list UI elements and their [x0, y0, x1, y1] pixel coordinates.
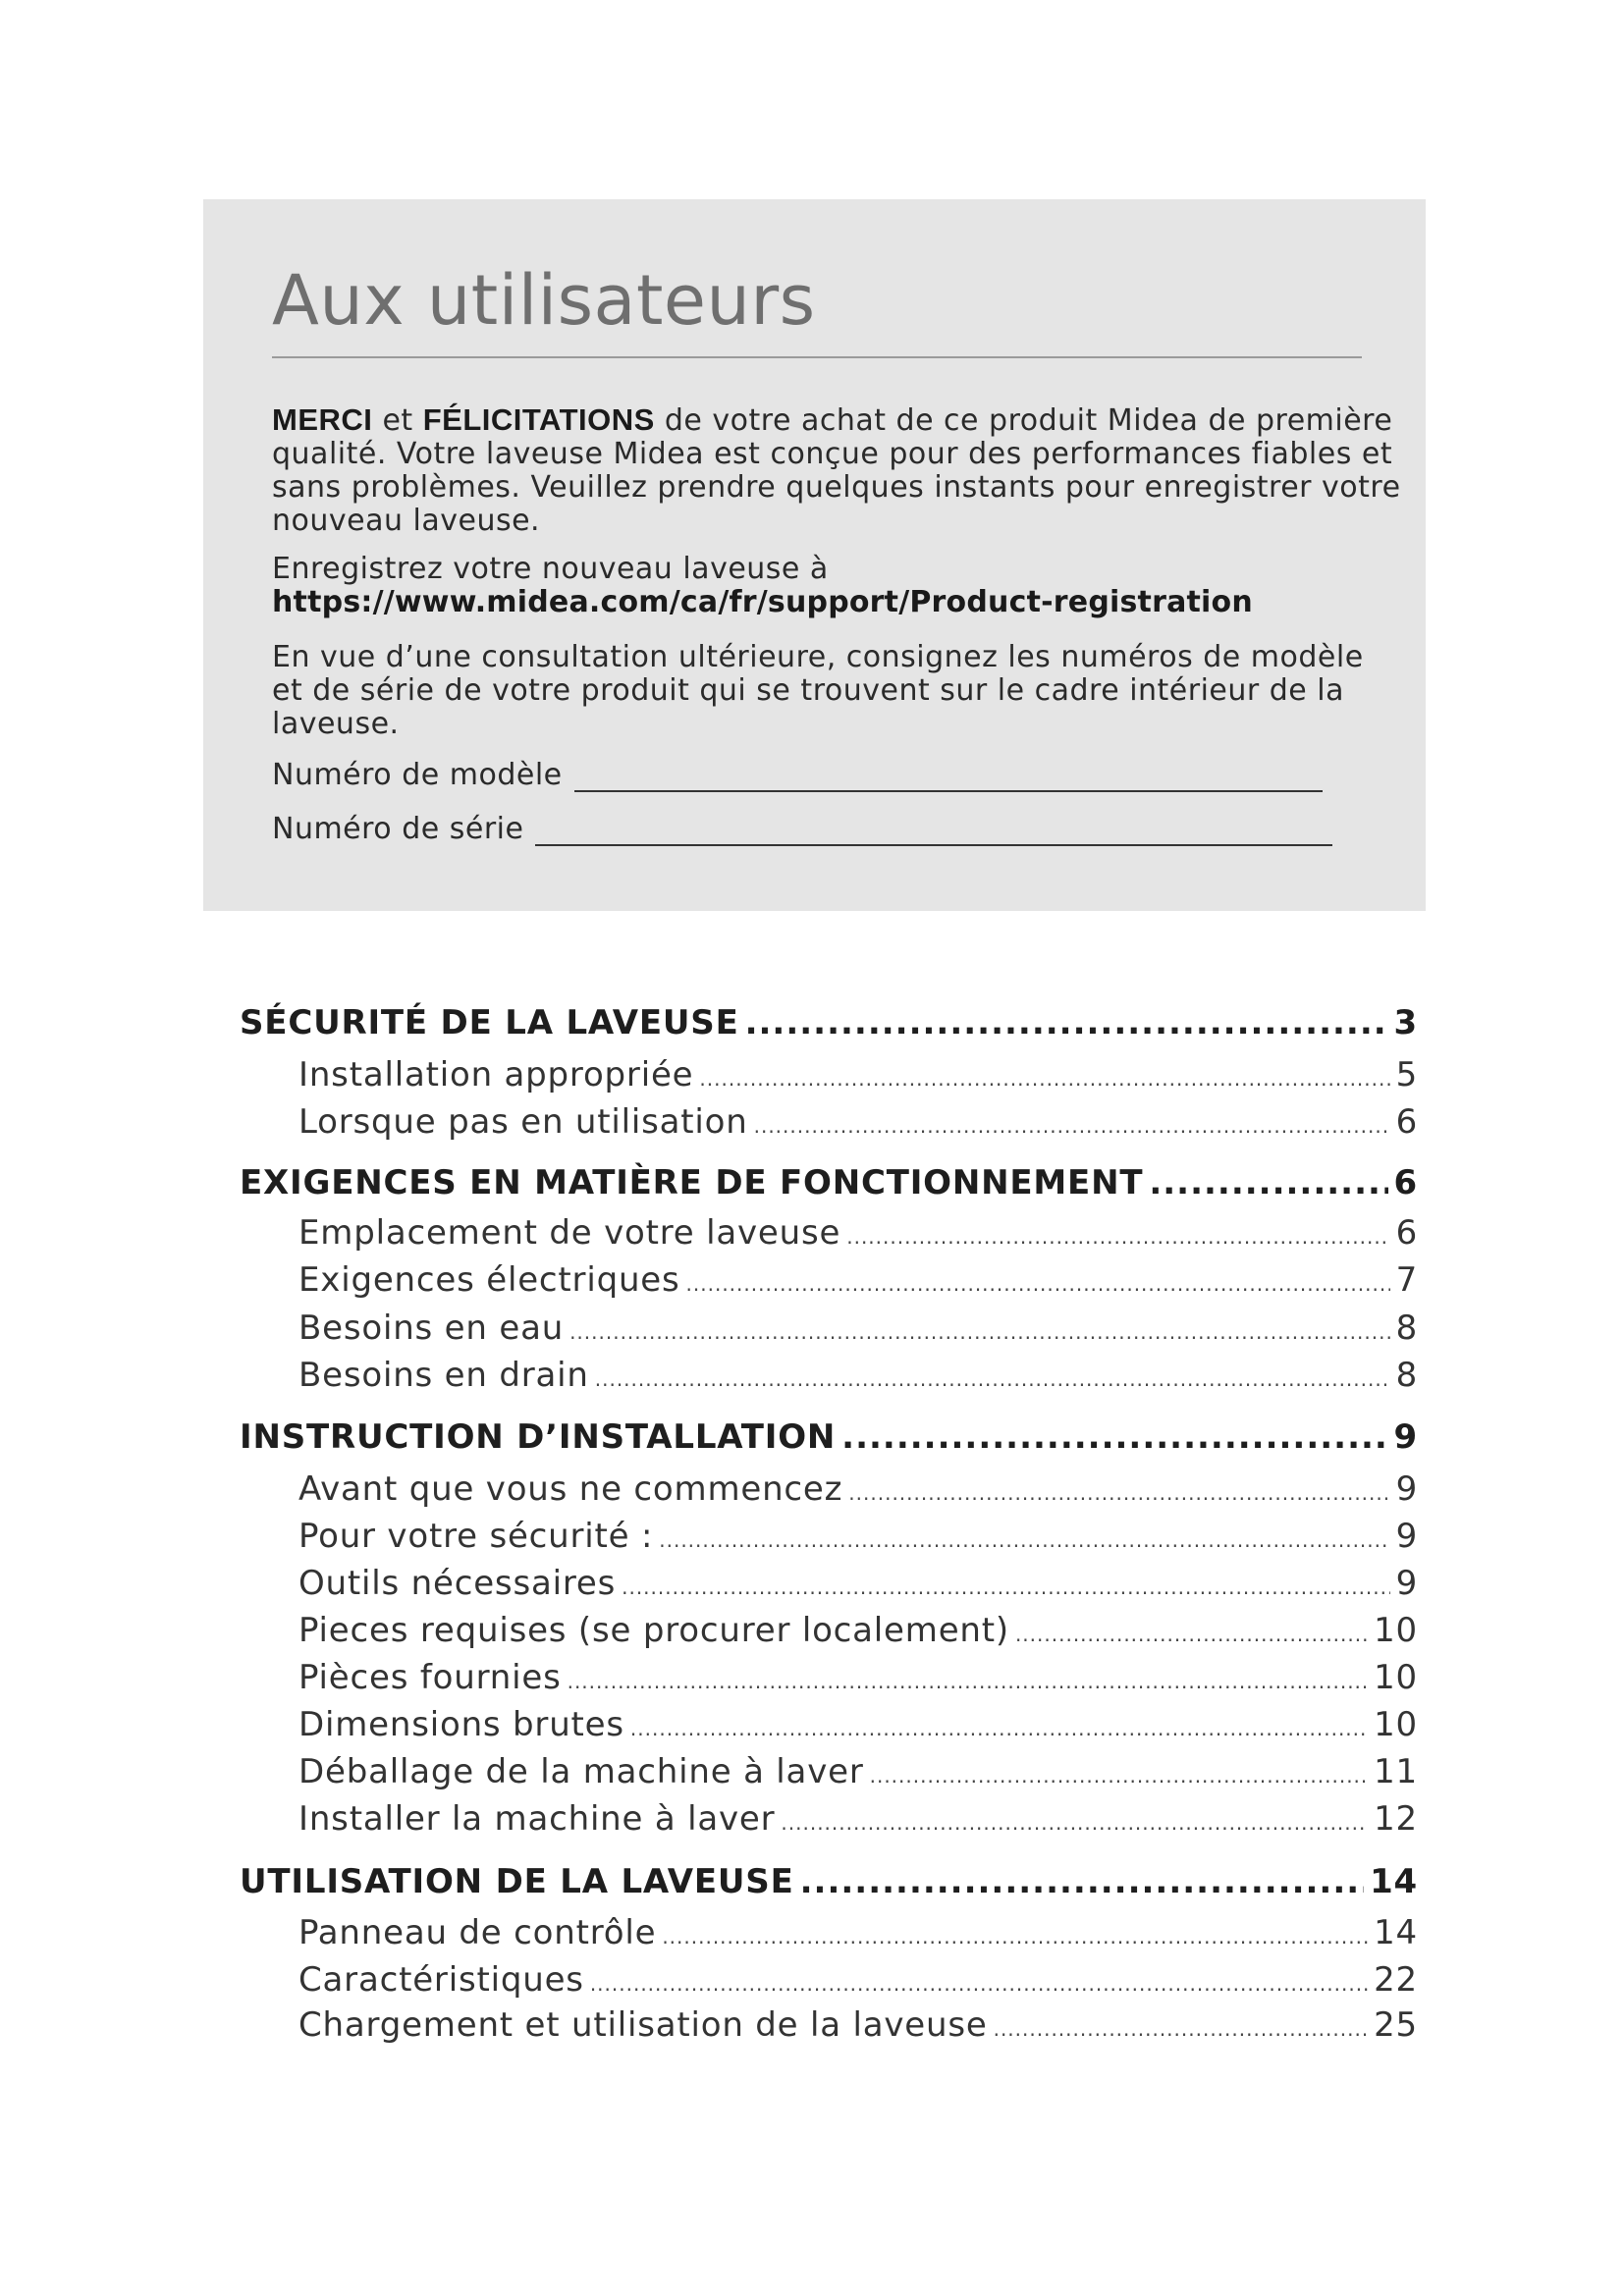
- toc-item-label: Besoins en eau: [298, 1308, 565, 1348]
- toc-item: [298, 1658, 1418, 1697]
- toc-item-page: 10: [1374, 1658, 1418, 1697]
- toc-item-page: 6: [1395, 1102, 1418, 1142]
- serial-number-label: Numéro de série: [272, 812, 524, 846]
- dot-leader: [870, 1764, 1369, 1788]
- intro-title: Aux utilisateurs: [272, 260, 816, 341]
- toc-item-page: 9: [1395, 1564, 1418, 1603]
- toc-item: [298, 1705, 1418, 1744]
- dot-leader: [686, 1272, 1390, 1296]
- toc-item: [298, 1356, 1418, 1395]
- toc-item: [298, 1913, 1418, 1952]
- toc-item-page: 5: [1395, 1055, 1418, 1095]
- toc-section-page: 3: [1393, 1003, 1418, 1042]
- toc-item: [298, 1469, 1418, 1509]
- toc-item-page: 14: [1374, 1913, 1418, 1952]
- toc-item: [298, 1611, 1418, 1650]
- toc-section: [240, 1003, 1418, 1042]
- dot-leader: [1015, 1623, 1368, 1646]
- dot-leader: [781, 1811, 1368, 1835]
- toc-item-label: Pieces requises (se procurer localement): [298, 1611, 1009, 1650]
- dot-leader: [590, 1972, 1368, 1996]
- dot-leader: [754, 1114, 1390, 1138]
- toc-section-title: UTILISATION DE LA LAVEUSE: [240, 1862, 794, 1901]
- toc-item-label: Installation appropriée: [298, 1055, 694, 1095]
- toc-item-label: Dimensions brutes: [298, 1705, 624, 1744]
- toc-item-label: Installer la machine à laver: [298, 1799, 776, 1839]
- toc-item-page: 22: [1374, 1960, 1418, 2000]
- toc-item: [298, 1055, 1418, 1095]
- dot-leader: [662, 1925, 1368, 1949]
- toc-item-label: Exigences électriques: [298, 1260, 680, 1300]
- intro-text: de votre achat de ce produit Midea de première qualité. Votre laveuse Midea est conçue pour des performances fiables et sans problèmes. Veuillez prendre quelques instants pour enregistrer votre nouveau laveuse.: [272, 403, 1401, 538]
- toc-item-label: Chargement et utilisation de la laveuse: [298, 2005, 988, 2045]
- toc-section-page: 14: [1370, 1862, 1418, 1901]
- toc-item-page: 10: [1374, 1611, 1418, 1650]
- congrats-word: FÉLICITATIONS: [422, 402, 655, 437]
- toc-item-label: Déballage de la machine à laver: [298, 1752, 864, 1791]
- toc-item-label: Lorsque pas en utilisation: [298, 1102, 748, 1142]
- dot-leader: [622, 1575, 1389, 1599]
- toc-item-page: 7: [1395, 1260, 1418, 1300]
- toc-item: [298, 1517, 1418, 1556]
- toc-section-page: 6: [1393, 1163, 1418, 1202]
- toc-item-label: Pour votre sécurité :: [298, 1517, 654, 1556]
- toc-section: [240, 1862, 1418, 1901]
- toc-item: [298, 1564, 1418, 1603]
- consult-paragraph: En vue d’une consultation ultérieure, consignez les numéros de modèle et de série de votre produit qui se trouvent sur le cadre intérieur de la laveuse.: [272, 640, 1364, 741]
- toc-item-page: 6: [1395, 1213, 1418, 1253]
- toc-item: [298, 1213, 1418, 1253]
- toc-item: [298, 1260, 1418, 1300]
- toc-section: [240, 1417, 1418, 1457]
- toc-item-page: 9: [1395, 1469, 1418, 1509]
- dot-leader: [994, 2017, 1369, 2041]
- toc-item-page: 10: [1374, 1705, 1418, 1744]
- dot-leader: [699, 1067, 1389, 1091]
- connector-word: et: [382, 403, 413, 438]
- toc-item-page: 9: [1395, 1517, 1418, 1556]
- dot-leader: [846, 1225, 1389, 1249]
- dot-leader: [568, 1670, 1369, 1693]
- toc-section: [240, 1163, 1418, 1202]
- dot-leader: [800, 1862, 1364, 1901]
- toc-section-page: 9: [1393, 1417, 1418, 1457]
- dot-leader: [630, 1717, 1368, 1740]
- toc-item-label: Emplacement de votre laveuse: [298, 1213, 841, 1253]
- toc-item: [298, 1752, 1418, 1791]
- toc-item-page: 8: [1395, 1308, 1418, 1348]
- toc-item-label: Besoins en drain: [298, 1356, 589, 1395]
- model-number-label: Numéro de modèle: [272, 758, 563, 792]
- toc-item-page: 11: [1374, 1752, 1418, 1791]
- dot-leader: [1149, 1163, 1387, 1202]
- toc-item: [298, 1102, 1418, 1142]
- toc-item-label: Outils nécessaires: [298, 1564, 617, 1603]
- toc-section-title: EXIGENCES EN MATIÈRE DE FONCTIONNEMENT: [240, 1163, 1144, 1202]
- toc-item: [298, 1799, 1418, 1839]
- toc-item: [298, 1960, 1418, 2000]
- dot-leader: [659, 1528, 1389, 1552]
- toc-item-label: Panneau de contrôle: [298, 1913, 657, 1952]
- toc-item: [298, 1308, 1418, 1348]
- register-text: Enregistrez votre nouveau laveuse à: [272, 552, 829, 586]
- dot-leader: [595, 1367, 1390, 1391]
- toc-section-title: INSTRUCTION D’INSTALLATION: [240, 1417, 837, 1457]
- toc-item-page: 12: [1374, 1799, 1418, 1839]
- registration-link[interactable]: https://www.midea.com/ca/fr/support/Product-registration: [272, 585, 1253, 619]
- toc-section-title: SÉCURITÉ DE LA LAVEUSE: [240, 1003, 739, 1042]
- toc-item-label: Caractéristiques: [298, 1960, 584, 2000]
- dot-leader: [745, 1003, 1388, 1042]
- dot-leader: [841, 1417, 1387, 1457]
- thanks-word: MERCI: [272, 402, 373, 437]
- toc-item-page: 25: [1374, 2005, 1418, 2045]
- toc-item-label: Pièces fournies: [298, 1658, 562, 1697]
- toc-item-label: Avant que vous ne commencez: [298, 1469, 843, 1509]
- dot-leader: [569, 1320, 1390, 1344]
- toc-item: [298, 2005, 1418, 2045]
- dot-leader: [848, 1481, 1389, 1505]
- toc-item-page: 8: [1395, 1356, 1418, 1395]
